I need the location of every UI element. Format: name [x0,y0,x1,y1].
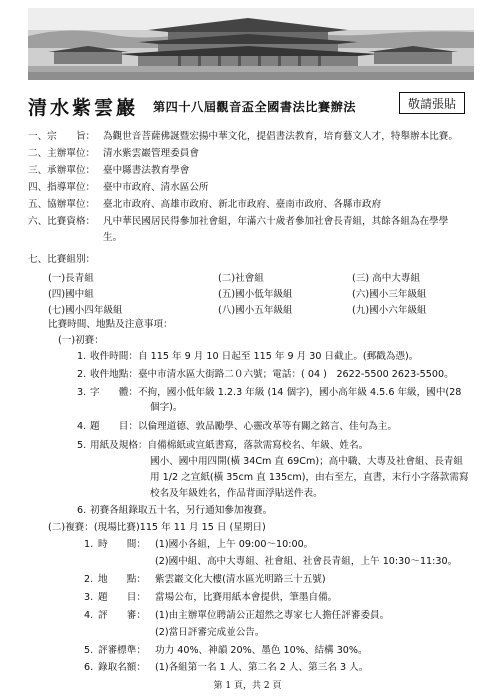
article-executor-text: 臺中縣書法教育學會 [103,165,190,176]
preliminary-topic: 題 目：以倫理道德、敦品勵學、心靈改革等有關之銘言、佳句為主。 [90,421,397,432]
article-organizer-text: 清水紫雲巖管理委員會 [103,148,199,159]
group-item: (四)國中組 [48,289,94,300]
group-item: (三) 高中大專組 [352,273,421,284]
item-number: 2. [84,574,94,585]
item-number: 1. [77,351,87,362]
item-number: 1. [84,539,94,550]
article-eligibility-text-cont: 生。 [103,232,123,243]
final-quota-text: (1)各組第一名 1 人、第二名 2 人、第三名 3 人。 [155,662,369,673]
preliminary-paper-line4: 校名及年級姓名，作品背面浮貼送件表。 [150,488,323,499]
item-number: 6. [77,505,87,516]
preliminary-font-style: 字 體：不拘，國小低年級 1.2.3 年級 (14 個字)，國小高年級 4.5.6 年級，國中(28 [90,387,462,398]
preliminary-receipt-place: 收件地點：臺中市清水區大街路二０六號；電話：( 04 ) 2622-5500 2623-5500。 [90,369,454,380]
final-criteria-text: 功力 40%、神韻 20%、墨色 10%、結構 30%。 [155,645,368,656]
final-heading: (二)複賽：(現場比賽)115 年 11 月 15 日 (星期日) [48,522,266,533]
article-advisor-text: 臺中市政府、清水區公所 [103,182,209,193]
final-topic-text: 當場公布，比賽用紙本會提供，筆墨自備。 [155,592,338,603]
final-criteria-label: 評審標準： [98,645,146,656]
document-title: 第四十八屆觀音盃全國書法比賽辦法 [153,100,356,114]
group-item: (五)國小低年級組 [218,289,293,300]
article-eligibility-text: 凡中華民國居民得參加社會組，年滿六十歲者參加社會長青組，其餘各組為在學學 [103,216,449,227]
final-judges-text-2: (2)當日評審完成並公告。 [155,627,265,638]
final-topic-label: 題 目： [98,592,146,603]
item-number: 3. [84,592,94,603]
group-item: (二)社會組 [218,273,264,284]
item-number: 4. [84,610,94,621]
final-quota-label: 錄取名額： [98,662,146,673]
preliminary-admission: 初賽各組錄取五十名，另行通知參加複賽。 [90,505,273,516]
final-time-text: (1)國小各組，上午 09:00～10:00。 [155,539,314,550]
final-time-text-2: (2)國中組、高中大專組、社會組、社會長青組，上午 10:30～11:30。 [155,556,458,567]
article-coorganizer-key: 五、協辦單位： [28,199,96,210]
preliminary-paper-line3: 用 1/2 之宣紙(橫 35cm 直 135cm)，由右至左，直書，末行小字落款需寫 [150,472,469,483]
article-advisor-key: 四、指導單位： [28,182,96,193]
final-judges-label: 評 審： [98,610,146,621]
article-purpose-key: 一、宗 旨： [28,131,96,142]
temple-name: 清水紫雲巖 [28,97,139,119]
item-number: 5. [77,440,87,451]
preliminary-heading: (一)初賽： [58,335,104,346]
item-number: 5. [84,645,94,656]
schedule-heading: 比賽時間、地點及注意事項： [48,319,173,330]
preliminary-paper: 用紙及規格：自備棉紙或宣紙書寫，落款需寫校名、年級、姓名。 [90,440,369,451]
page-number: 第 1 頁，共 2 頁 [213,681,282,691]
final-place-text: 紫雲巖文化大樓(清水區光明路三十五號) [155,574,326,585]
final-place-label: 地 點： [98,574,146,585]
final-time-label: 時 間： [98,539,146,550]
group-item: (八)國小五年級組 [218,305,293,316]
preliminary-paper-line2: 國小、國中用四開(橫 34Cm 直 69Cm)；高中職、大專及社會組、長青組 [150,456,463,467]
item-number: 3. [77,387,87,398]
group-item: (七)國小四年級組 [48,305,123,316]
item-number: 4. [77,421,87,432]
group-item: (六)國小三年級組 [352,289,427,300]
article-executor-key: 三、承辦單位： [28,165,96,176]
post-notice-badge: 敬請張貼 [399,92,465,114]
article-eligibility-key: 六、比賽資格： [28,216,96,227]
article-purpose-text: 為觀世音菩薩佛誕暨宏揚中華文化，提倡書法教育，培育藝文人才，特舉辦本比賽。 [103,131,458,142]
item-number: 6. [84,662,94,673]
group-item: (一)長青組 [48,273,94,284]
article-organizer-key: 二、主辦單位： [28,148,96,159]
item-number: 2. [77,369,87,380]
final-judges-text: (1)由主辦單位聘請公正超然之專家七人擔任評審委員。 [155,610,390,621]
preliminary-font-style-cont: 個字)。 [150,402,183,413]
article-coorganizer-text: 臺北市政府、高雄市政府、新北市政府、臺南市政府、各縣市政府 [103,199,382,210]
groups-heading: 七、比賽組別： [28,254,96,265]
temple-photo [28,8,474,80]
group-item: (九)國小六年級組 [352,305,427,316]
preliminary-receipt-time: 收件時間：自 115 年 9 月 10 日起至 115 年 9 月 30 日截止。(郵戳為憑)。 [90,351,419,362]
